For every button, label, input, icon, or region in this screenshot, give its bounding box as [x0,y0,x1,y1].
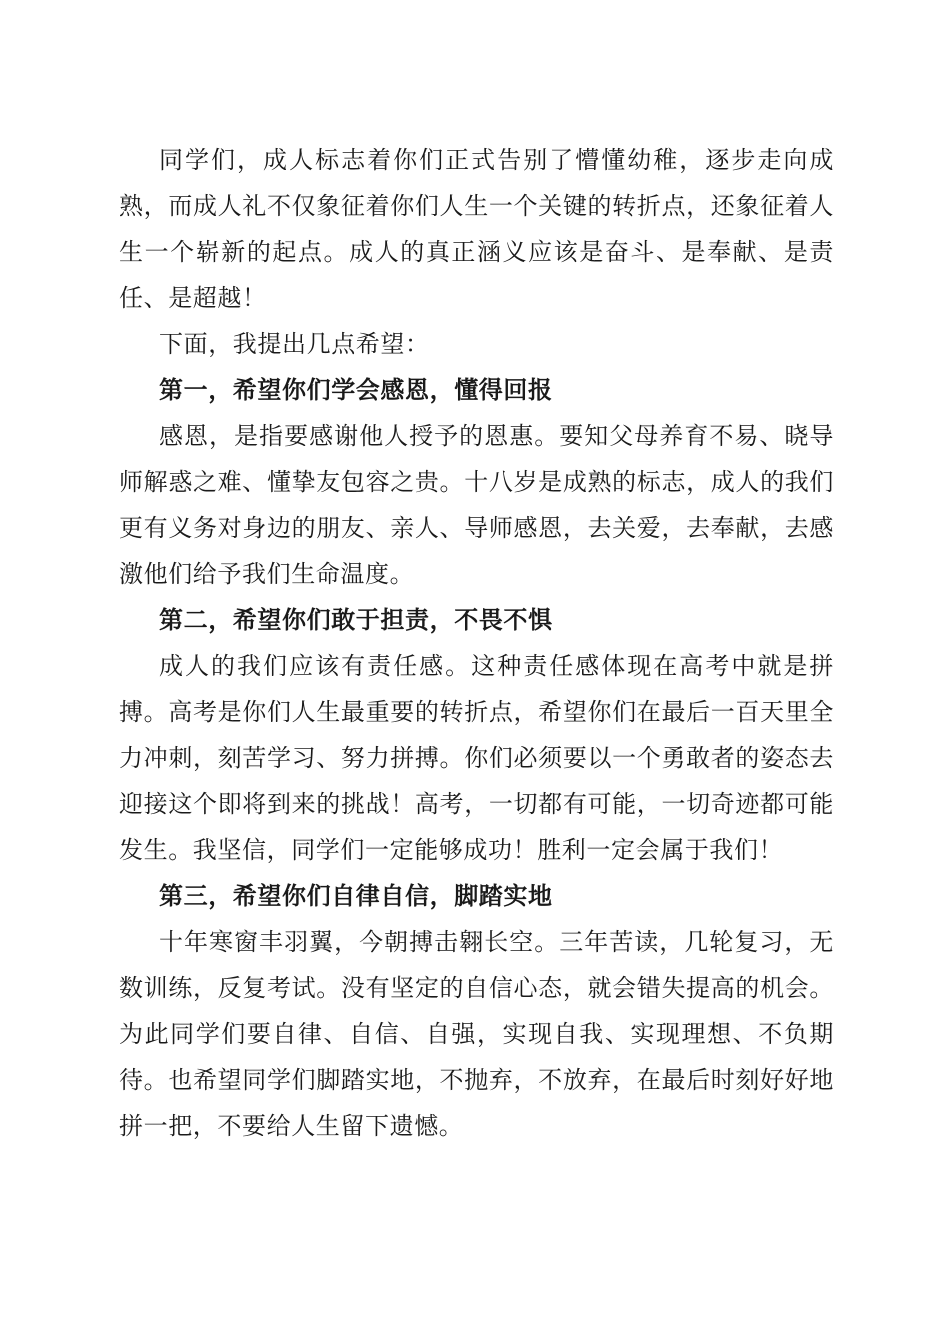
paragraph-responsibility: 成人的我们应该有责任感。这种责任感体现在高考中就是拼搏。高考是你们人生最重要的转折点，希望你们在最后一百天里全力冲刺，刻苦学习、努力拼搏。你们必须要以一个勇敢者的姿态去迎接这个即将到来的挑战！高考，一切都有可能，一切奇迹都可能发生。我坚信，同学们一定能够成功！胜利一定会属于我们！ [119,652,834,864]
heading-third-hope: 第三，希望你们自律自信，脚踏实地 [159,881,553,910]
heading-second-hope: 第二，希望你们敢于担责，不畏不惧 [159,605,553,634]
paragraph-self-discipline: 十年寒窗丰羽翼，今朝搏击翱长空。三年苦读，几轮复习，无数训练，反复考试。没有坚定的自信心态，就会错失提高的机会。为此同学们要自律、自信、自强，实现自我、实现理想、不负期待。也希望同学们脚踏实地，不抛弃，不放弃，在最后时刻好好地拼一把，不要给人生留下遗憾。 [119,928,834,1140]
paragraph-coming-of-age: 同学们，成人标志着你们正式告别了懵懂幼稚，逐步走向成熟，而成人礼不仅象征着你们人生一个关键的转折点，还象征着人生一个崭新的起点。成人的真正涵义应该是奋斗、是奉献、是责任、是超越！ [119,146,834,312]
document-body [119,137,834,1149]
paragraph-hopes-intro: 下面，我提出几点希望： [159,330,430,358]
paragraph-gratitude: 感恩，是指要感谢他人授予的恩惠。要知父母养育不易、晓导师解惑之难、懂挚友包容之贵。十八岁是成熟的标志，成人的我们更有义务对身边的朋友、亲人、导师感恩，去关爱，去奉献，去感激他们给予我们生命温度。 [119,422,834,588]
heading-first-hope: 第一，希望你们学会感恩，懂得回报 [159,375,553,404]
